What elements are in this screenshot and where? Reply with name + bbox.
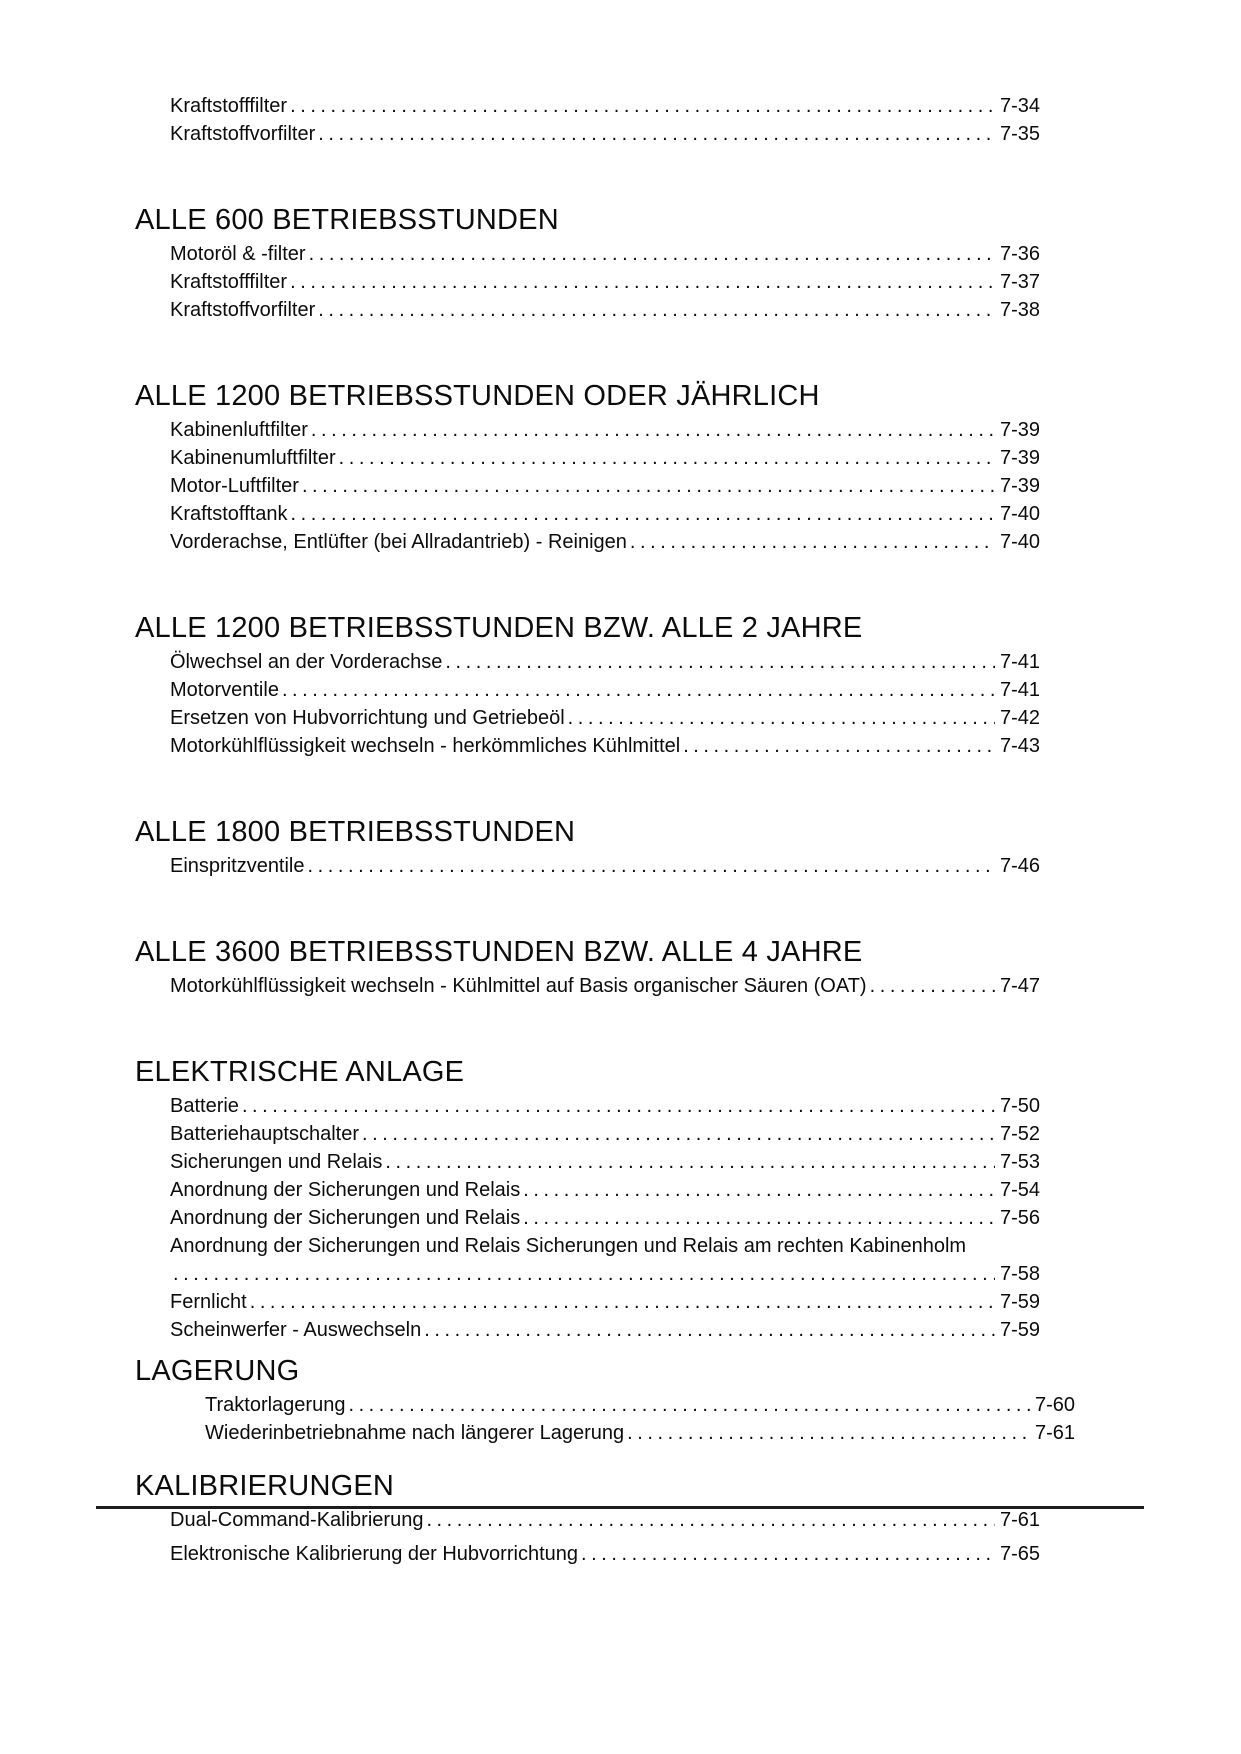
toc-entry — [170, 1204, 1040, 1232]
toc-entry-page-number: 7-61 — [1034, 1422, 1075, 1444]
section-title: ALLE 600 BETRIEBSSTUNDEN — [135, 204, 559, 236]
toc-entry-label: Kabinenumluftfilter — [170, 447, 336, 469]
leader-dots — [308, 852, 995, 880]
toc-entry-label: Ölwechsel an der Vorderachse — [170, 651, 443, 673]
section-title: ELEKTRISCHE ANLAGE — [135, 1056, 465, 1088]
toc-entry — [170, 704, 1040, 732]
toc-entry-label: Traktorlagerung — [205, 1394, 346, 1416]
toc-entry-list — [170, 852, 1040, 880]
toc-entry — [170, 268, 1040, 296]
leader-dots — [445, 648, 995, 676]
toc-entry — [170, 444, 1040, 472]
leader-dots — [242, 1092, 995, 1120]
leader-dots — [309, 240, 995, 268]
toc-entry — [170, 416, 1040, 444]
footer-rule — [96, 1506, 1144, 1509]
toc-entry-page-number: 7-54 — [999, 1179, 1040, 1201]
toc-entry-label: Elektronische Kalibrierung der Hubvorrichtung — [170, 1543, 578, 1565]
leader-dots — [870, 972, 995, 1000]
leader-dots — [523, 1204, 995, 1232]
toc-entry — [170, 1316, 1040, 1344]
toc-entry-page-number: 7-43 — [999, 735, 1040, 757]
leader-dots — [348, 1391, 1030, 1419]
leader-dots — [627, 1419, 1030, 1447]
leader-dots — [581, 1540, 995, 1568]
section-title: KALIBRIERUNGEN — [135, 1470, 395, 1502]
leader-dots — [523, 1176, 995, 1204]
toc-entry — [170, 528, 1040, 556]
toc-entry-label: Anordnung der Sicherungen und Relais Sicherungen und Relais am rechten Kabinenholm — [170, 1235, 967, 1257]
toc-entry-page-number: 7-47 — [999, 975, 1040, 997]
section-title: ALLE 1200 BETRIEBSSTUNDEN BZW. ALLE 2 JAHRE — [135, 612, 863, 644]
toc-entry — [170, 1506, 1040, 1534]
leader-dots — [683, 732, 995, 760]
toc-entry — [170, 1176, 1040, 1204]
toc-entry — [170, 472, 1040, 500]
leader-dots — [290, 92, 995, 120]
toc-entry-page-number: 7-39 — [999, 475, 1040, 497]
toc-entry-label: Anordnung der Sicherungen und Relais — [170, 1207, 521, 1229]
section-title: ALLE 1800 BETRIEBSSTUNDEN — [135, 816, 576, 848]
toc-entry-page-number: 7-37 — [999, 271, 1040, 293]
toc-entry-page-number: 7-41 — [999, 651, 1040, 673]
toc-entry-label: Sicherungen und Relais — [170, 1151, 383, 1173]
toc-entry — [170, 92, 1040, 120]
toc-entry-list — [170, 92, 1040, 148]
toc-section — [135, 92, 1241, 148]
toc-section — [135, 1055, 1241, 1344]
leader-dots — [290, 500, 994, 528]
toc-entry-page-number: 7-53 — [999, 1151, 1040, 1173]
leader-dots — [311, 416, 995, 444]
toc-entry-page-number: 7-40 — [999, 503, 1040, 525]
toc-sections-container — [135, 92, 1241, 1568]
toc-entry — [205, 1419, 1075, 1447]
toc-section — [135, 1354, 1241, 1447]
toc-entry — [170, 676, 1040, 704]
leader-dots — [318, 296, 995, 324]
leader-dots — [630, 528, 995, 556]
toc-entry-page-number: 7-42 — [999, 707, 1040, 729]
leader-dots — [250, 1288, 995, 1316]
leader-dots — [290, 268, 995, 296]
toc-entry-page-number: 7-65 — [999, 1543, 1040, 1565]
leader-dots — [173, 1260, 995, 1288]
toc-entry-page-number: 7-58 — [999, 1263, 1040, 1285]
toc-entry — [170, 1260, 1040, 1288]
toc-section — [135, 611, 1241, 760]
toc-entry — [170, 648, 1040, 676]
toc-entry — [170, 1120, 1040, 1148]
toc-entry-list — [170, 1092, 1040, 1344]
leader-dots — [424, 1316, 995, 1344]
toc-entry — [205, 1391, 1075, 1419]
toc-entry-list — [170, 1506, 1040, 1568]
toc-entry-label: Batteriehauptschalter — [170, 1123, 360, 1145]
toc-entry-label: Dual-Command-Kalibrierung — [170, 1509, 424, 1531]
leader-dots — [339, 444, 995, 472]
toc-entry-page-number: 7-61 — [999, 1509, 1040, 1531]
toc-section — [135, 379, 1241, 556]
toc-section — [135, 935, 1241, 1000]
toc-entry-page-number: 7-40 — [999, 531, 1040, 553]
toc-entry — [170, 1148, 1040, 1176]
toc-entry-list — [170, 416, 1040, 556]
toc-entry-label: Motor-Luftfilter — [170, 475, 299, 497]
toc-entry — [170, 732, 1040, 760]
toc-entry-label: Ersetzen von Hubvorrichtung und Getriebeöl — [170, 707, 565, 729]
section-title: LAGERUNG — [135, 1355, 300, 1387]
toc-section — [135, 1469, 1241, 1568]
toc-entry-page-number: 7-41 — [999, 679, 1040, 701]
toc-entry-label: Wiederinbetriebnahme nach längerer Lagerung — [205, 1422, 625, 1444]
toc-entry — [170, 240, 1040, 268]
toc-entry-page-number: 7-34 — [999, 95, 1040, 117]
section-title: ALLE 1200 BETRIEBSSTUNDEN ODER JÄHRLICH — [135, 380, 820, 412]
toc-entry-label: Kraftstofffilter — [170, 271, 288, 293]
toc-entry — [170, 120, 1040, 148]
leader-dots — [568, 704, 995, 732]
toc-entry-label: Kraftstoffvorfilter — [170, 123, 316, 145]
toc-entry-label: Kraftstofffilter — [170, 95, 288, 117]
toc-entry-page-number: 7-59 — [999, 1291, 1040, 1313]
toc-entry — [170, 1288, 1040, 1316]
toc-entry-label: Batterie — [170, 1095, 239, 1117]
toc-entry-label: Kraftstofftank — [170, 503, 288, 525]
toc-entry-list — [170, 648, 1040, 760]
leader-dots — [362, 1120, 995, 1148]
toc-entry-page-number: 7-50 — [999, 1095, 1040, 1117]
toc-entry — [170, 1540, 1040, 1568]
toc-entry-label: Kabinenluftfilter — [170, 419, 308, 441]
leader-dots — [426, 1506, 995, 1534]
toc-entry-page-number: 7-35 — [999, 123, 1040, 145]
toc-entry-label: Motorkühlflüssigkeit wechseln - herkömmliches Kühlmittel — [170, 735, 681, 757]
toc-entry-page-number: 7-59 — [999, 1319, 1040, 1341]
toc-entry-list — [205, 1391, 1075, 1447]
toc-entry-label: Fernlicht — [170, 1291, 247, 1313]
toc-entry-page-number: 7-56 — [999, 1207, 1040, 1229]
toc-entry-page-number: 7-36 — [999, 243, 1040, 265]
toc-entry-label: Motorkühlflüssigkeit wechseln - Kühlmittel auf Basis organischer Säuren (OAT) — [170, 975, 867, 997]
toc-entry-list — [170, 972, 1040, 1000]
leader-dots — [385, 1148, 995, 1176]
toc-entry-label: Anordnung der Sicherungen und Relais — [170, 1179, 521, 1201]
toc-entry-page-number: 7-60 — [1034, 1394, 1075, 1416]
toc-entry-page-number: 7-46 — [999, 855, 1040, 877]
toc-entry-label: Motorventile — [170, 679, 279, 701]
toc-entry-page-number: 7-39 — [999, 419, 1040, 441]
toc-entry-label: Einspritzventile — [170, 855, 305, 877]
toc-entry — [170, 1092, 1040, 1120]
toc-section — [135, 203, 1241, 324]
toc-entry — [170, 972, 1040, 1000]
toc-entry — [170, 296, 1040, 324]
leader-dots — [318, 120, 995, 148]
toc-entry — [170, 852, 1040, 880]
toc-entry-page-number: 7-39 — [999, 447, 1040, 469]
toc-entry-page-number: 7-38 — [999, 299, 1040, 321]
toc-entry-page-number: 7-52 — [999, 1123, 1040, 1145]
toc-entry-label: Motoröl & -filter — [170, 243, 306, 265]
leader-dots — [282, 676, 995, 704]
toc-section — [135, 815, 1241, 880]
toc-entry — [170, 500, 1040, 528]
leader-dots — [302, 472, 995, 500]
toc-entry-label: Vorderachse, Entlüfter (bei Allradantrieb) - Reinigen — [170, 531, 627, 553]
toc-entry-list — [170, 240, 1040, 324]
toc-entry-label: Kraftstoffvorfilter — [170, 299, 316, 321]
toc-entry-label: Scheinwerfer - Auswechseln — [170, 1319, 422, 1341]
section-title: ALLE 3600 BETRIEBSSTUNDEN BZW. ALLE 4 JAHRE — [135, 936, 863, 968]
